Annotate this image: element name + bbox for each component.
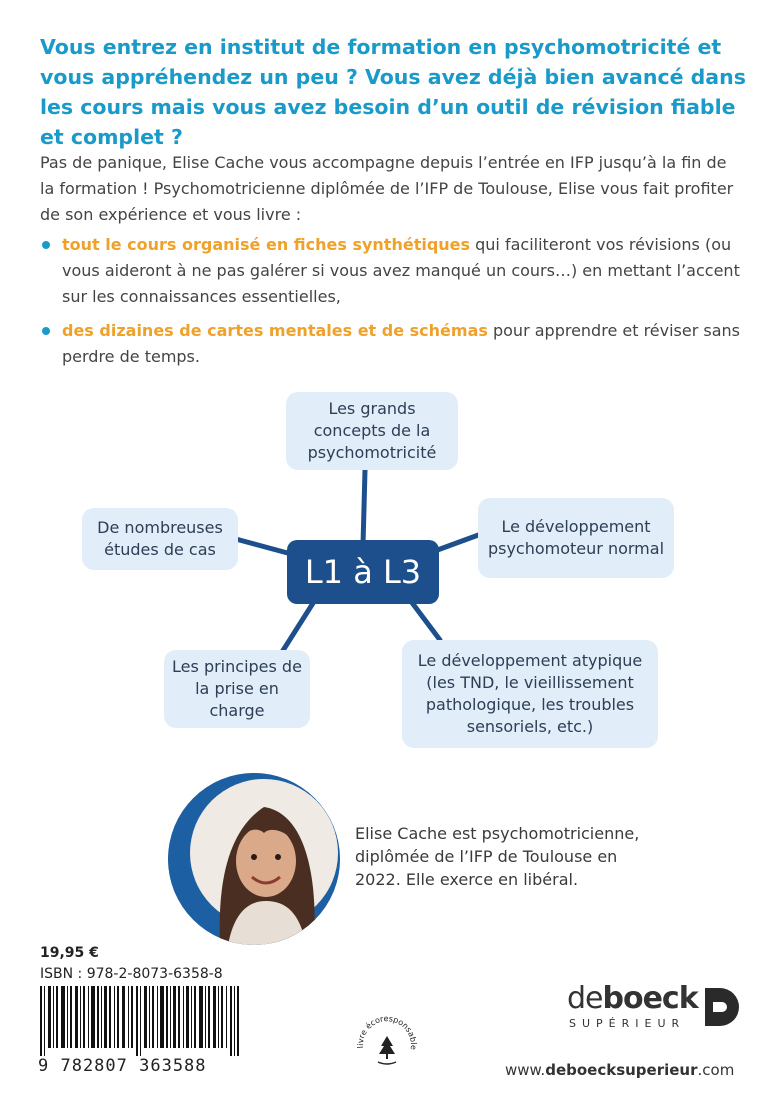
bullet-dot-icon bbox=[42, 241, 50, 249]
mind-map-center: L1 à L3 bbox=[287, 540, 439, 604]
connector-left bbox=[232, 538, 295, 555]
author-bio: Elise Cache est psychomotricienne, diplômée de l’IFP de Toulouse en 2022. Elle exerce en libéral. bbox=[355, 824, 640, 889]
mind-map-node-bottom-left: Les principes de la prise en charge bbox=[164, 650, 310, 728]
bullet-highlight: des dizaines de cartes mentales et de schémas bbox=[62, 321, 488, 340]
bullet-dot-icon bbox=[42, 327, 50, 335]
eco-label-badge bbox=[352, 1010, 422, 1080]
author-portrait-icon bbox=[168, 773, 340, 945]
publisher-name: deboeck bbox=[567, 981, 698, 1016]
connector-bottom-right bbox=[410, 600, 440, 640]
mind-map bbox=[0, 380, 780, 760]
bullet-highlight: tout le cours organisé en fiches synthétiques bbox=[62, 235, 471, 254]
author-photo bbox=[168, 773, 340, 945]
website-link[interactable]: www.deboecksuperieur.com bbox=[505, 1061, 735, 1079]
bullet-text: qui faciliteront vos révisions (ou vous aideront à ne pas galérer si vous avez manqué un cours…) en mettant l’accent sur les connaissances essentielles, bbox=[62, 235, 740, 306]
barcode-digits: 9 782807 363588 bbox=[38, 1056, 207, 1076]
publisher-sub: SUPÉRIEUR bbox=[569, 1017, 686, 1030]
list-item bbox=[40, 232, 740, 310]
headline: Vous entrez en institut de formation en psychomotricité et vous appréhendez un peu ? Vous avez déjà bien avancé dans les cours mais vous avez besoin d’un outil de révision fiable et complet ? bbox=[40, 35, 746, 149]
intro-paragraph: Pas de panique, Elise Cache vous accompagne depuis l’entrée en IFP jusqu’à la fin de la formation ! Psychomotricienne diplômée de l’IFP de Toulouse, Elise vous fait profiter de son expérience et vous livre : bbox=[40, 153, 734, 224]
connector-bottom-left bbox=[282, 600, 315, 652]
tree-icon bbox=[379, 1036, 395, 1059]
isbn: ISBN : 978-2-8073-6358-8 bbox=[40, 966, 223, 982]
mind-map-node-left: De nombreuses études de cas bbox=[82, 508, 238, 570]
list-item bbox=[40, 318, 740, 370]
eco-label-text: livre écoresponsable bbox=[355, 1014, 419, 1051]
price: 19,95 € bbox=[40, 945, 99, 961]
barcode-icon bbox=[40, 986, 240, 1056]
mind-map-node-right: Le développement psychomoteur normal bbox=[478, 498, 674, 578]
bullet-text: pour apprendre et réviser sans perdre de temps. bbox=[62, 321, 741, 366]
feature-list bbox=[40, 232, 740, 378]
publisher-logo bbox=[567, 981, 747, 1031]
mind-map-node-bottom-right: Le développement atypique (les TND, le vieillissement pathologique, les troubles sensoriels, etc.) bbox=[402, 640, 658, 748]
mind-map-node-top: Les grands concepts de la psychomotricité bbox=[286, 392, 458, 470]
publisher-d-icon bbox=[705, 988, 739, 1026]
connector-top bbox=[363, 470, 365, 545]
